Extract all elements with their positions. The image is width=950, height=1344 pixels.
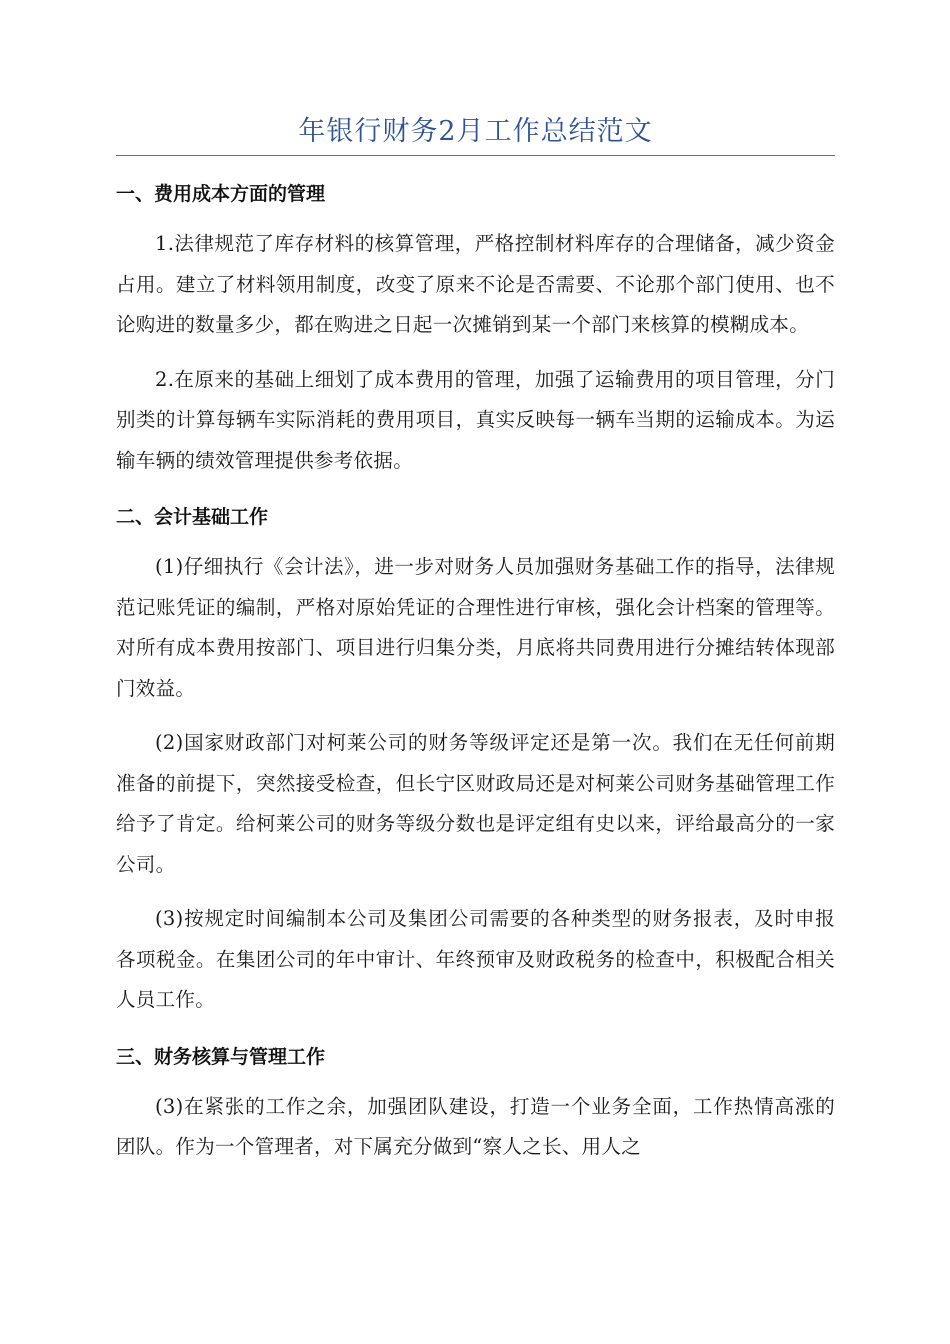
section-heading: 二、会计基础工作 (116, 506, 269, 528)
paragraph: (3)在紧张的工作之余，加强团队建设，打造一个业务全面，工作热情高涨的团队。作为一个管理者，对下属充分做到“察人之长、用人之 (116, 1094, 835, 1158)
paragraph: (3)按规定时间编制本公司及集团公司需要的各种类型的财务报表，及时申报各项税金。在集团公司的年中审计、年终预审及财政税务的检查中，积极配合相关人员工作。 (116, 907, 835, 1011)
section-heading: 一、费用成本方面的管理 (116, 183, 326, 205)
document-title: 年银行财务2月工作总结范文 (298, 116, 653, 147)
section-heading: 三、财务核算与管理工作 (116, 1045, 326, 1068)
paragraph: (1)仔细执行《会计法》，进一步对财务人员加强财务基础工作的指导，法律规范记账凭证的编制，严格对原始凭证的合理性进行审核，强化会计档案的管理等。对所有成本费用按部门、项目进行归集分类，月底将共同费用进行分摊结转体现部门效益。 (116, 555, 835, 700)
paragraph: 2.在原来的基础上细划了成本费用的管理，加强了运输费用的项目管理，分门别类的计算每辆车实际消耗的费用项目，真实反映每一辆车当期的运输成本。为运输车辆的绩效管理提供参考依据。 (116, 367, 835, 472)
section-financial-accounting (116, 1035, 835, 1168)
title-underline (116, 155, 835, 156)
paragraph: (2)国家财政部门对柯莱公司的财务等级评定还是第一次。我们在无任何前期准备的前提下，突然接受检查，但长宁区财政局还是对柯莱公司财务基础管理工作给予了肯定。给柯莱公司的财务等级分数也是评定组有史以来，评给最高分的一家公司。 (116, 731, 835, 876)
section-accounting-basics (116, 495, 835, 1021)
section-cost-management (116, 172, 835, 481)
document-body (116, 172, 835, 1182)
paragraph: 1.法律规范了库存材料的核算管理，严格控制材料库存的合理储备，减少资金占用。建立了材料领用制度，改变了原来不论是否需要、不论那个部门使用、也不论购进的数量多少，都在购进之日起一次摊销到某一个部门来核算的模糊成本。 (116, 232, 835, 336)
